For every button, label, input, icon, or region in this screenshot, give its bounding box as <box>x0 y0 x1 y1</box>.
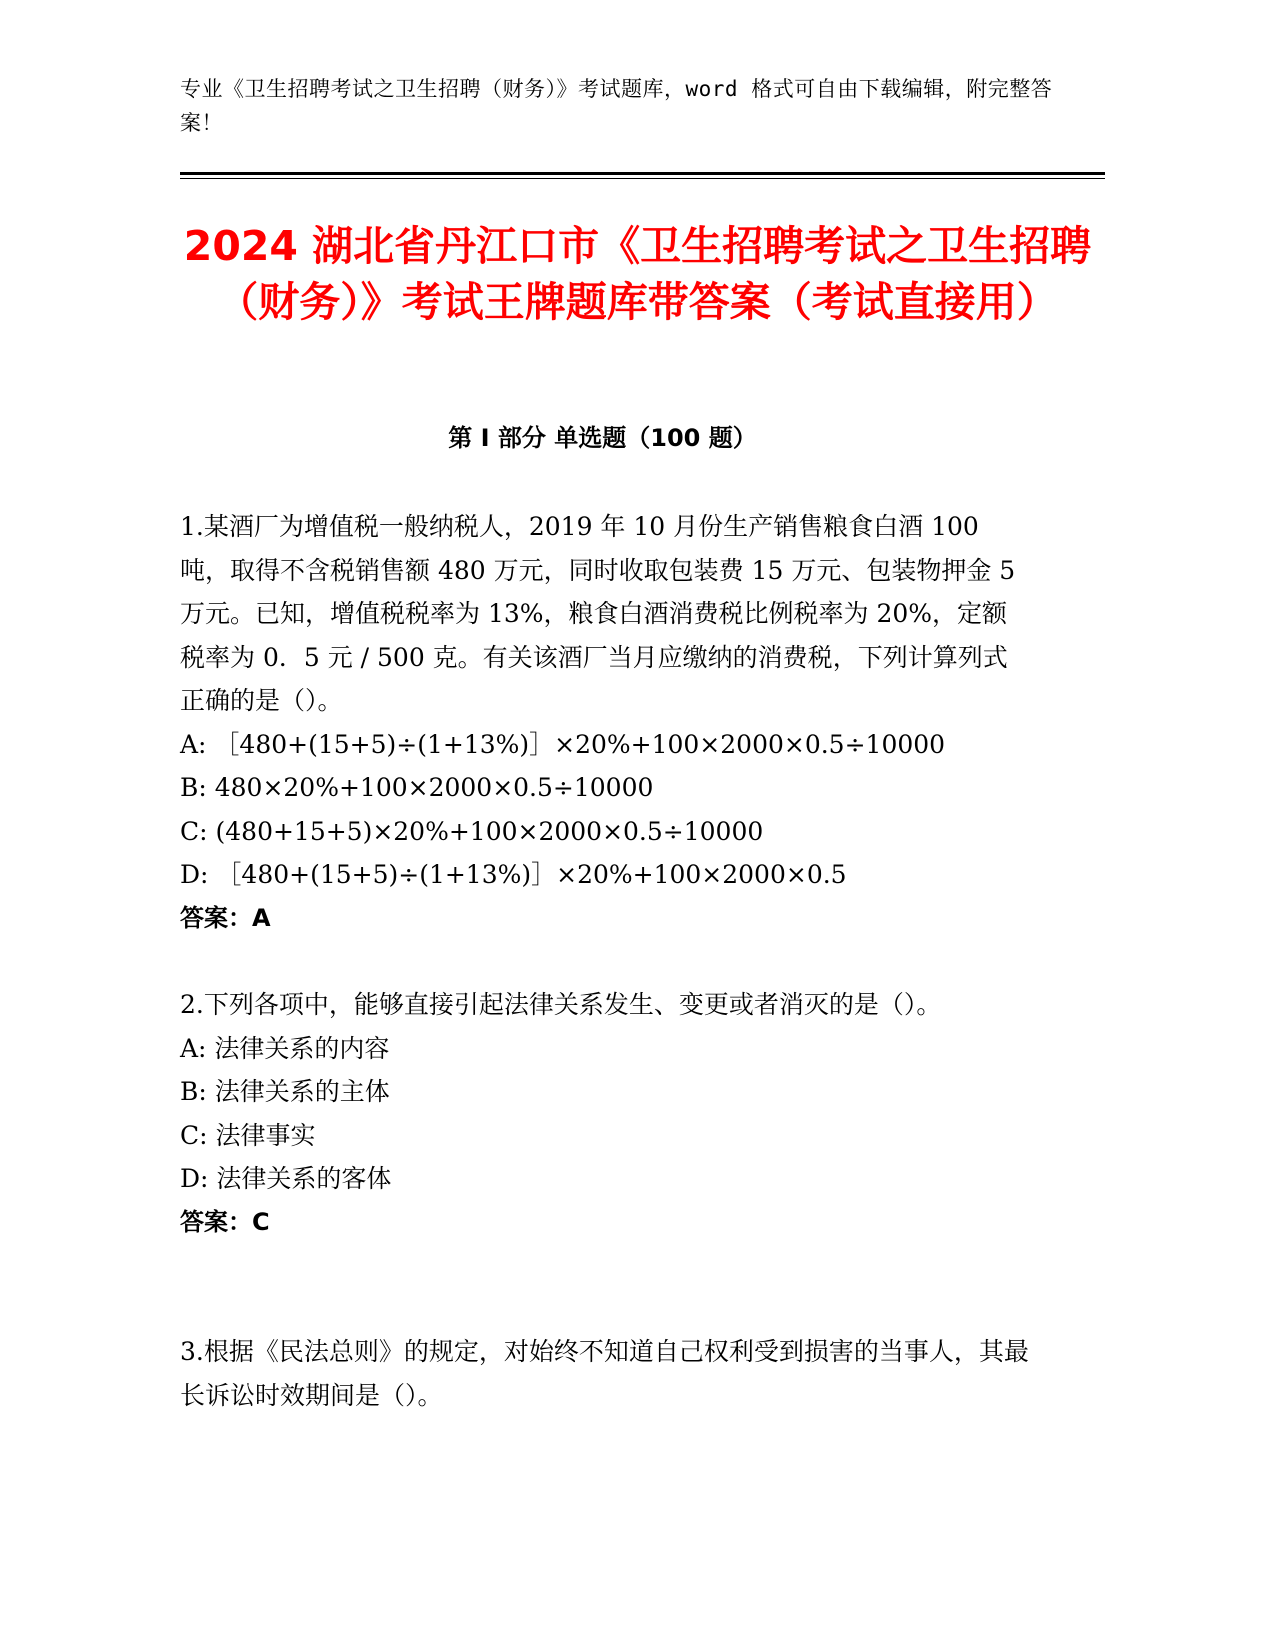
option-c: C: (480+15+5)×20%+100×2000×0.5÷10000 <box>180 816 764 846</box>
header-divider <box>180 172 1105 175</box>
option-a: A: ［480+(15+5)÷(1+13%)］×20%+100×2000×0.5÷10000 <box>180 729 946 759</box>
document-title: 2024 湖北省丹江口市《卫生招聘考试之卫生招聘（财务）》考试王牌题库带答案（考试直接用） <box>183 222 1092 326</box>
option-b: B: 法律关系的主体 <box>180 1077 390 1106</box>
option-d: D: 法律关系的客体 <box>180 1164 392 1193</box>
question-stem: 2.下列各项中，能够直接引起法律关系发生、变更或者消灭的是（）。 <box>180 990 942 1019</box>
question-1 <box>180 505 1030 940</box>
question-stem: 3.根据《民法总则》的规定，对始终不知道自己权利受到损害的当事人，其最长诉讼时效期间是（）。 <box>180 1337 1029 1410</box>
section-title: 第 I 部分 单选题（100 题） <box>448 424 757 452</box>
question-2 <box>180 983 1030 1244</box>
header-note: 专业《卫生招聘考试之卫生招聘（财务）》考试题库，word 格式可自由下载编辑，附完整答案！ <box>180 77 1053 135</box>
answer-text: 答案：C <box>180 1207 270 1236</box>
question-stem: 1.某酒厂为增值税一般纳税人，2019 年 10 月份生产销售粮食白酒 100 吨，取得不含税销售额 480 万元，同时收取包装费 15 万元、包装物押金 5 万元。已知，增值税税率为 13%，粮食白酒消费税比例税率为 20%，定额税率为 0．5 元 / 500 克。有关该酒厂当月应缴纳的消费税，下列计算列式正确的是（）。 <box>180 512 1016 715</box>
option-a: A: 法律关系的内容 <box>180 1033 390 1063</box>
option-b: B: 480×20%+100×2000×0.5÷10000 <box>180 773 654 802</box>
question-3 <box>180 1330 1030 1417</box>
option-d: D: ［480+(15+5)÷(1+13%)］×20%+100×2000×0.5 <box>180 860 847 889</box>
option-c: C: 法律事实 <box>180 1120 316 1150</box>
header-divider-thin <box>180 178 1105 179</box>
answer-text: 答案：A <box>180 903 271 932</box>
